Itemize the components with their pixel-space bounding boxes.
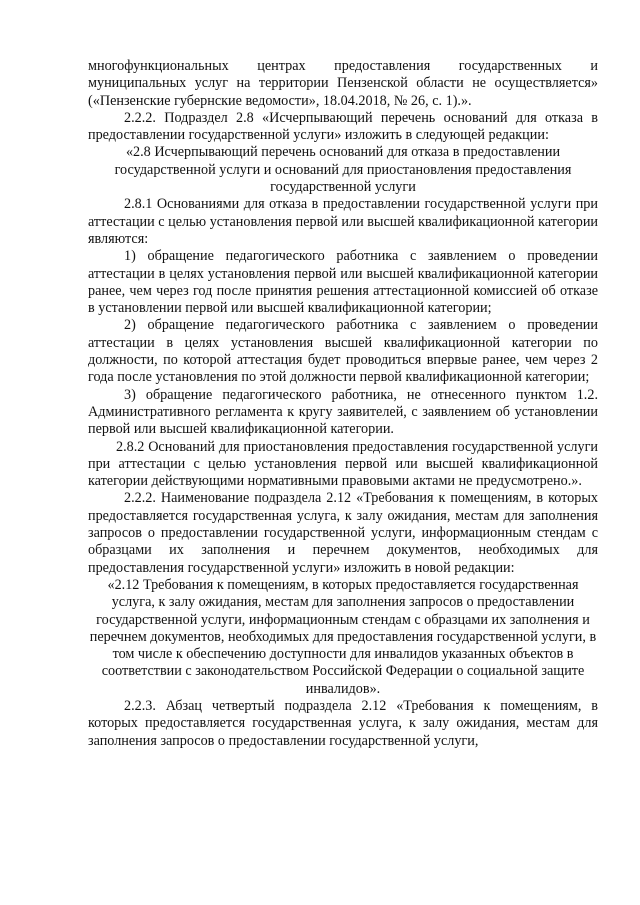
paragraph-2-8-1: 2.8.1 Основаниями для отказа в предоставлении государственной услуги при аттестации с целью установления первой или высшей квалификационной категории являются: xyxy=(88,196,599,247)
paragraph-2-2-3: 2.2.3. Абзац четвертый подраздела 2.12 «Требования к помещениям, в которых предоставляется государственная услуга, к залу ожидания, местам для заполнения запросов о предоставлении государственной услуги, xyxy=(88,697,598,749)
list-item-3: 3) обращение педагогического работника, не отнесенного пунктом 1.2. Административного регламента к кругу заявителей, с заявлением об установлении первой или высшей квалификационной категории. xyxy=(88,386,598,438)
list-item-2: 2) обращение педагогического работника с заявлением о проведении аттестации в целях установления высшей квалификационной категории по должности, по которой аттестация будет проводиться впервые ранее, чем через 2 года после установления по этой должности первой квалификационной категории; xyxy=(88,317,598,386)
heading-2-12: «2.12 Требования к помещениям, в которых предоставляется государственная услуга, к залу ожидания, местам для заполнения запросов о предоставлении государственной услуги, информационным стендам с образцами их заполнения и перечнем документов, необходимых для предоставления государственной услуги, в том числе к обеспечению доступности для инвалидов указанных объектов в соответствии с законодательством Российской Федерации о социальной защите инвалидов». xyxy=(89,576,597,697)
heading-2-8: «2.8 Исчерпывающий перечень оснований для отказа в предоставлении государственной услуги и оснований для приостановления предоставления государственной услуги xyxy=(114,144,572,196)
document-page xyxy=(88,58,598,750)
list-item-1: 1) обращение педагогического работника с заявлением о проведении аттестации в целях установления первой или высшей квалификационной категории ранее, чем через год после принятия решения аттестационной комиссией об отказе в установлении первой или высшей квалификационной категории; xyxy=(88,248,598,317)
paragraph-2-2-2-subsection-2-12: 2.2.2. Наименование подраздела 2.12 «Требования к помещениям, в которых предоставляется государственная услуга, к залу ожидания, местам для заполнения запросов о предоставлении государственной услуги, информационным стендам с образцами их заполнения и перечнем документов, необходимых для предоставления государственной услуги» изложить в новой редакции: xyxy=(88,490,598,576)
paragraph-2-2-2-subsection-2-8: 2.2.2. Подраздел 2.8 «Исчерпывающий перечень оснований для отказа в предоставлении государственной услуги» изложить в следующей редакции: xyxy=(88,109,598,144)
paragraph-2-8-2: 2.8.2 Оснований для приостановления предоставления государственной услуги при аттестации с целью установления первой или высшей квалификационной категории действующими нормативными правовыми актами не предусмотрено.». xyxy=(88,438,598,490)
paragraph-continuation: многофункциональных центрах предоставления государственных и муниципальных услуг на территории Пензенской области не осуществляется» («Пензенские губернские ведомости», 18.04.2018, № 26, с. 1).». xyxy=(88,58,598,109)
